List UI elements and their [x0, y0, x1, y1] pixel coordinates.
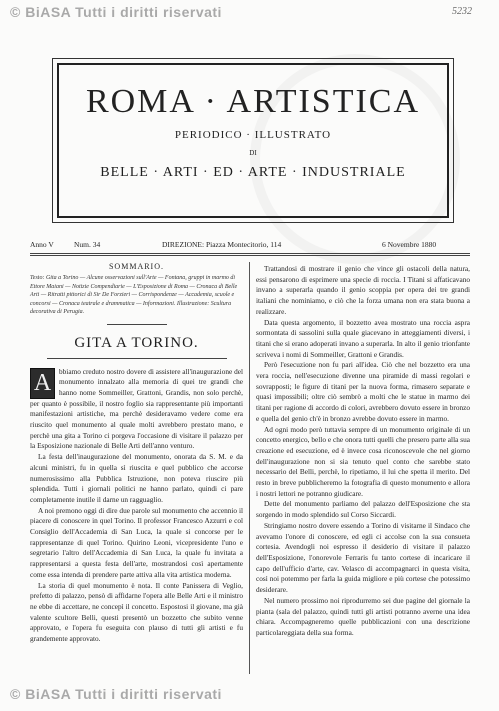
- watermark-top: © BiASA Tutti i diritti riservati: [10, 4, 222, 20]
- masthead-title: ROMA · ARTISTICA: [85, 83, 421, 120]
- sommario-divider: [107, 324, 167, 325]
- sommario-title: SOMMARIO.: [108, 262, 164, 271]
- column-divider: [249, 262, 250, 674]
- right-column: [256, 264, 470, 639]
- article-title-rule: [47, 358, 227, 359]
- issue-number: Num. 34: [74, 240, 101, 249]
- article-paragraph: Nel numero prossimo noi riprodurremo sei due pagine del giornale la pianta (sala del palazzo, quindi tutti gli artisti potranno averne una idea chiara. Accompagneremo quelle pubblicazioni con una descrizione particolareggiata della sua forma.: [256, 595, 470, 637]
- masthead-subtitle-arts: BELLE · ARTI · ED · ARTE · INDUSTRIALE: [100, 165, 406, 180]
- article-paragraph: La festa dell'inaugurazione del monumento, onorata da S. M. e da alcuni ministri, fu in quella sì riuscita e quel pubblico che accorse numerosissimo alla Pubblica Istruzione, non poteva riuscire più splendida. Tutti i giornali politici ne hanno parlato, quindi ci pare completamente inutile il darne un ragguaglio.: [30, 452, 243, 504]
- issue-direzione: DIREZIONE: Piazza Montecitorio, 114: [162, 240, 282, 249]
- article-title: GITA A TORINO.: [74, 334, 199, 351]
- article-paragraph: Trattandosi di mostrare il genio che vince gli ostacoli della natura, essi pensarono di esprimere una specie di roccia. I Titani si affaticavano invano a superarla quando il genio scoppia per opera dei tre grandi italiani che nominiamo, e ciò che la forza umana non era stata buona a realizzare.: [256, 264, 470, 316]
- watermark-bottom: © BiASA Tutti i diritti riservati: [10, 686, 222, 702]
- left-column: [30, 262, 243, 645]
- article-body-right: [256, 264, 470, 639]
- issue-year: Anno V: [30, 240, 54, 249]
- header-rule: [30, 253, 470, 254]
- archive-number: 5232: [452, 6, 472, 17]
- dropcap-letter: A: [30, 368, 55, 399]
- masthead: [52, 58, 454, 223]
- article-paragraph: A noi premono oggi di dire due parole sul monumento che accennio il piacere di conoscere in quel Torino. Il professor Francesco Azzurri e col Consiglio dell'Accademia di San Luca, la quale si concorse per le rappresentanze di quel Torino. Quirino Leoni, vicepresidente l'uno e segretario l'altro dell'Accademia di San Luca, la quale fu invitata a rappresentarsi a questa festa dell'arte, mostrandosi così apertamente come essa intenda di prendere parte attiva alla vita artistica moderna.: [30, 505, 243, 579]
- article-paragraph: Ad ogni modo però tuttavia sempre di un monumento originale di un concetto energico, bello e che onora tutti quelli che presero parte alla sua creazione ed esecuzione, ed è invece cosa riconoscevole che nel giorno dell'inaugurazione non si sia tenuto quel conto che sarebbe stato necessario del Belli, perchè, lo ripetiamo, il lui che spetta il merito. Del resto in breve pubblicheremo la fotografia di questo monumento e allora i nostri lettori ne potranno giudicare.: [256, 424, 470, 498]
- article-paragraph: Stringiamo nostro dovere essendo a Torino di visitarne il Sindaco che avevamo l'onore di conoscere, ed egli ci accolse con la sua consueta cortesia. Avendogli noi espresso il desiderio di visitare il palazzo dell'Esposizione, l'onorevole Ferraris fu tanto cortese di incaricare il capo dell'ufficio d'arte, cav. Velasco di accompagnarci in questa visita, così noi potemmo per farla la guida migliore e più cortese che potessimo desiderare.: [256, 520, 470, 595]
- issue-info: [30, 240, 470, 252]
- issue-date: 6 Novembre 1880: [382, 240, 437, 249]
- article-paragraph: [30, 367, 243, 453]
- article-paragraph: Data questa argomento, il bozzetto avea mostrato una roccia aspra sormontata di sassolini sulla quale giacevano in atteggiamenti diversi, i titani che si erano adoperati invano a superarla. In alto il genio trionfante scriveva i nomi di Sommeiller, Grattoni e Grandis.: [256, 317, 470, 359]
- header-rule-double: [30, 255, 470, 256]
- masthead-di: DI: [249, 149, 257, 157]
- article-paragraph: Dette del monumento parliamo del palazzo dell'Esposizione che sta sorgendo in modo splendido sul Corso Siccardi.: [256, 499, 470, 520]
- masthead-subtitle: PERIODICO · ILLUSTRATO: [174, 129, 332, 141]
- article-paragraph: Però l'esecuzione non fu pari all'idea. Ciò che nel bozzetto era una vera roccia, nell'esecuzione divenne una piramide di massi regolari e sovrapposti; le figure di titani per la nuova forma, rimasero separate e quasi impossibili; oltre ciò sembrò a molti che le statue in marmo dei titani per ragione di accordo di colori, avrebbero dovuto essere in bronzo e quella del genio ch'è in bronzo avrebbe dovuto essere in marmo.: [256, 360, 470, 423]
- paragraph-text: bbiamo creduto nostro dovere di assistere all'inaugurazione del monumento innalzato alla memoria di quei tre grandi che hanno nome Sommeiller, Grattoni, Grandis, non solo perchè, per quanto è possibile, il nostro foglio sia rappresentante più importanti manifestazioni artistiche, ma perchè desideravamo vedere come era riuscito quel monumento al quale molti avrebbero prestato mano, e perchè una gita a Torino ci porgeva l'occasione di visitare il palazzo per la Esposizione nazionale di Belle Arti dell'anno venturo.: [30, 366, 243, 451]
- sommario-text: Testo: Gita a Torino — Alcune osservazioni sull'Arte — Fontana, gruppi in marmo di Ettore Maiani — Notizie Compendiarie — L'Esposizione di Roma — Cronaca di Belle Arti — Ritratti pittorici di Sir De Forzieri — Corrispondenze — Accademia, scuole e concorsi — Cronaca teatrale e drammatica — Informazioni. Illustrazione: Scultura decorativa di Perugia.: [30, 275, 238, 315]
- article-paragraph: La storia di quel monumento è nota. Il conte Panissera di Veglio, prefetto di palazzo, pensò di affidarne l'opera alle Belle Arti e il ministro ne ebbe di accettare, ne concepì il concetto. Espostosi il giovane, ma già valente scultore Belli, questi presentò un bozzetto che subito venne approvato, e l'opera fu eseguita con plauso di tutti gli artisti e fu grandemente approvato.: [30, 580, 243, 644]
- article-body-left: [30, 367, 243, 645]
